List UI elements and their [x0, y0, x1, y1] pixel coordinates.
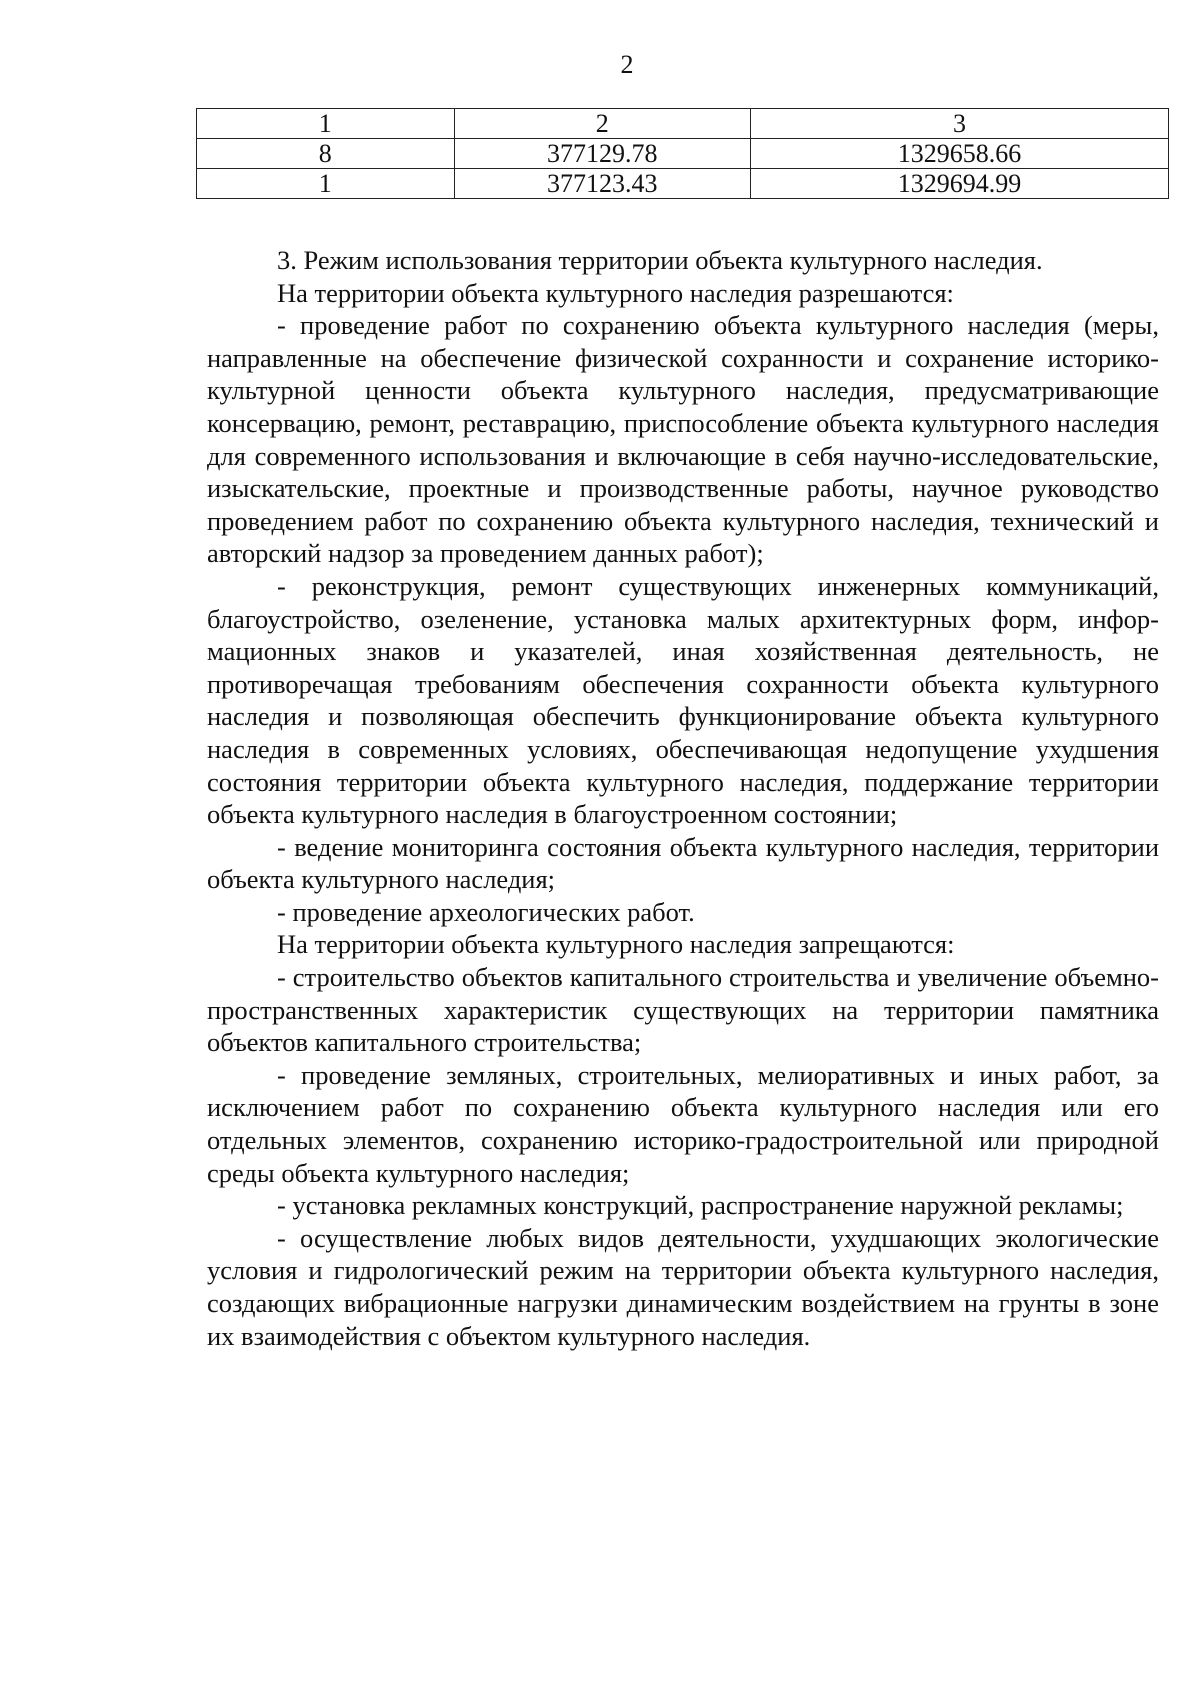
list-item: - установка рекламных конструкций, распространение наружной рекламы;: [277, 1190, 1124, 1221]
table-cell: 1329694.99: [751, 169, 1169, 199]
table-cell: 377123.43: [454, 169, 750, 199]
list-item: - ведение мониторинга состояния объекта культурного наследия, территории объекта культурного наследия;: [207, 831, 1159, 895]
table-cell: 377129.78: [454, 139, 750, 169]
table-header-row: [197, 109, 1169, 139]
coordinates-table: [196, 108, 1169, 199]
list-item: - проведение земляных, строительных, мелиоративных и иных работ, за исключением работ по сохранению объекта культурного наследия или его отдельных элементов, сохранению историко-градостроительной или природной среды объекта культурного наследия;: [207, 1059, 1159, 1188]
body-text: [207, 244, 1159, 1352]
paragraph: На территории объекта культурного наследия разрешаются:: [277, 277, 954, 308]
list-item: - проведение археологических работ.: [277, 896, 695, 927]
table-row: [197, 139, 1169, 169]
list-item: - реконструкция, ремонт существующих инженерных коммуникаций, благоустройство, озеленение, установка малых архитектурных форм, информационных знаков и указателей, иная хозяйственная деятельность, не противоречащая требованиям обеспечения сохранности объекта культурного наследия и позволяющая обеспечить функционирование объекта культурного наследия в современных условиях, обеспечивающая недопущение ухудшения состояния территории объекта культурного наследия, поддержание территории объекта культурного наследия в благоустроенном состоянии;: [207, 570, 1159, 830]
list-item: - проведение работ по сохранению объекта культурного наследия (меры, направленные на обеспечение физической сохранности и сохранение историко-культурной ценности объекта культурного наследия, предусматривающие консервацию, ремонт, реставрацию, приспособление объекта культурного наследия для современного использования и включающие в себя научно-исследовательские, изыскательские, проектные и производственные работы, научное руководство проведением работ по сохранению объекта культурного наследия, технический и авторский надзор за проведением данных работ);: [207, 310, 1159, 569]
list-item: - строительство объектов капитального строительства и увеличение объемно-пространственных характеристик существующих на территории памятника объектов капитального строительства;: [207, 962, 1159, 1058]
table-header-cell: 3: [751, 109, 1169, 139]
section-heading: 3. Режим использования территории объекта культурного наследия.: [277, 245, 1043, 275]
list-item: - осуществление любых видов деятельности, ухудшающих экологические условия и гидрологический режим на территории объекта культурного наследия, создающих вибрационные нагрузки динамическим воздействием на грунты в зоне их взаимодействия с объектом культурного наследия.: [207, 1222, 1159, 1351]
table-row: [197, 169, 1169, 199]
table-cell: 8: [197, 139, 455, 169]
table-cell: 1329658.66: [751, 139, 1169, 169]
paragraph: На территории объекта культурного наследия запрещаются:: [277, 929, 955, 960]
table-header-cell: 1: [197, 109, 455, 139]
page-number: 2: [620, 50, 634, 79]
table-header-cell: 2: [454, 109, 750, 139]
table-cell: 1: [197, 169, 455, 199]
